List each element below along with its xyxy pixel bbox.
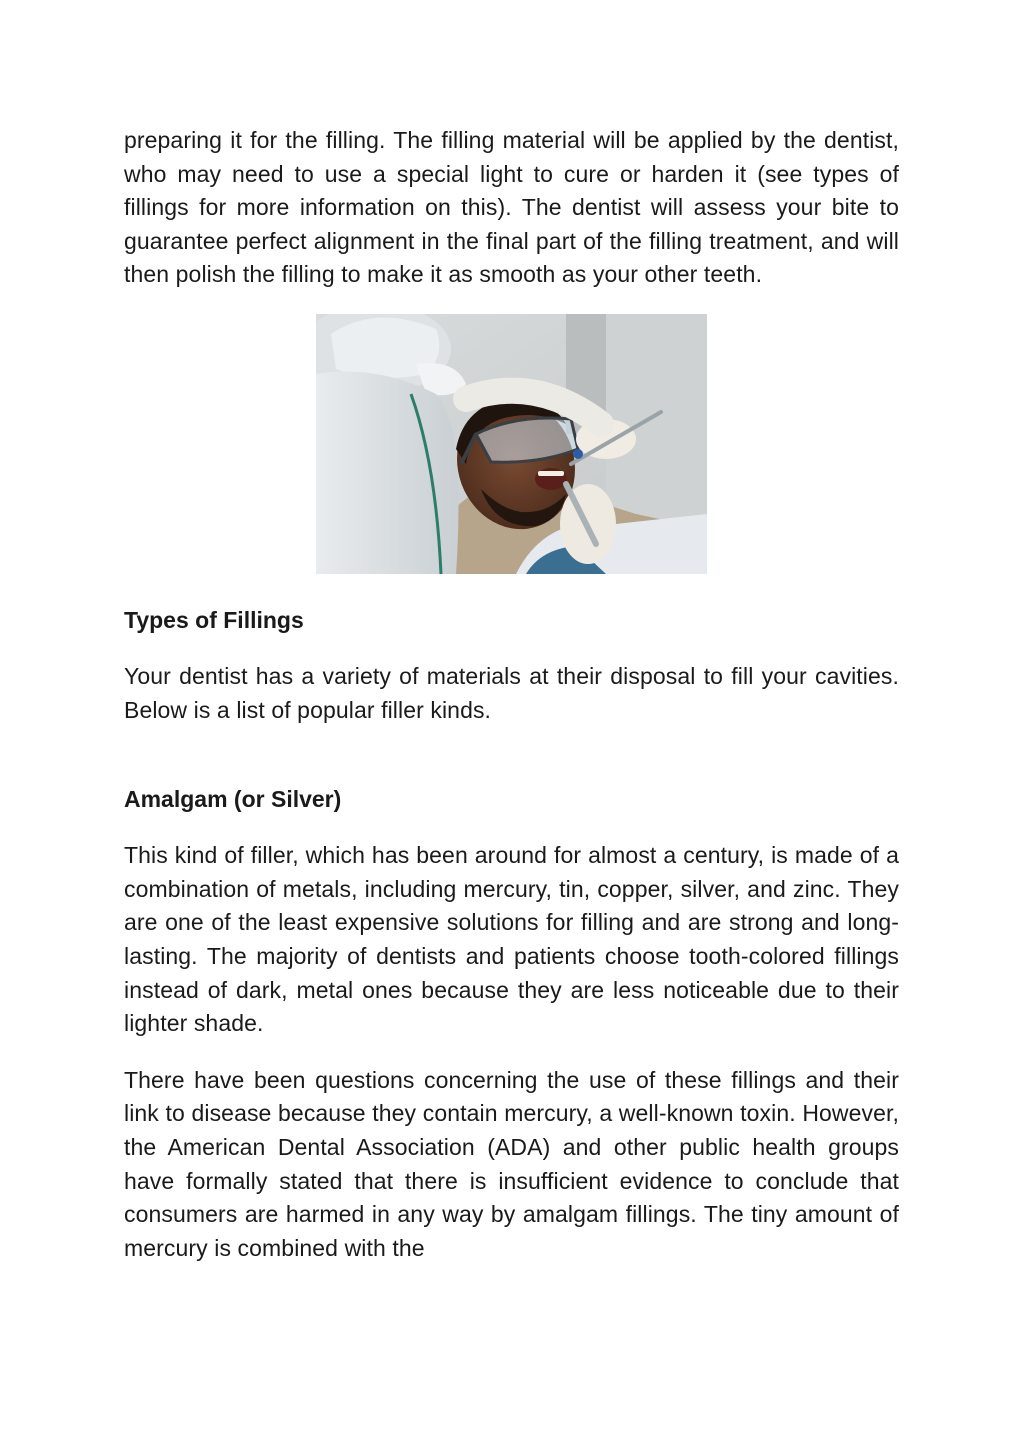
intro-paragraph: preparing it for the filling. The filling material will be applied by the dentist, who may need to use a special light to cure or harden it (see types of fillings for more information on this). The dentist will assess your bite to guarantee perfect alignment in the final part of the filling treatment, and will then polish the filling to make it as smooth as your other teeth. [124,127,899,288]
figure-container [124,314,899,574]
amalgam-paragraph-1: This kind of filler, which has been around for almost a century, is made of a combination of metals, including mercury, tin, copper, silver, and zinc. They are one of the least expensive solutions for filling and are strong and long-lasting. The majority of dentists and patients choose tooth-colored fillings instead of dark, metal ones because they are less noticeable due to their lighter shade. [124,842,899,1037]
types-of-fillings-paragraph: Your dentist has a variety of materials at their disposal to fill your cavities. Below is a list of popular filler kinds. [124,662,899,723]
document-page [124,124,899,1265]
dental-exam-photo-icon [316,314,707,574]
amalgam-paragraph-2: There have been questions concerning the use of these fillings and their link to disease because they contain mercury, a well-known toxin. However, the American Dental Association (ADA) and other public health groups have formally stated that there is insufficient evidence to conclude that consumers are harmed in any way by amalgam fillings. The tiny amount of mercury is combined with the [124,1066,899,1261]
amalgam-heading: Amalgam (or Silver) [124,786,342,813]
types-of-fillings-heading: Types of Fillings [124,606,304,633]
